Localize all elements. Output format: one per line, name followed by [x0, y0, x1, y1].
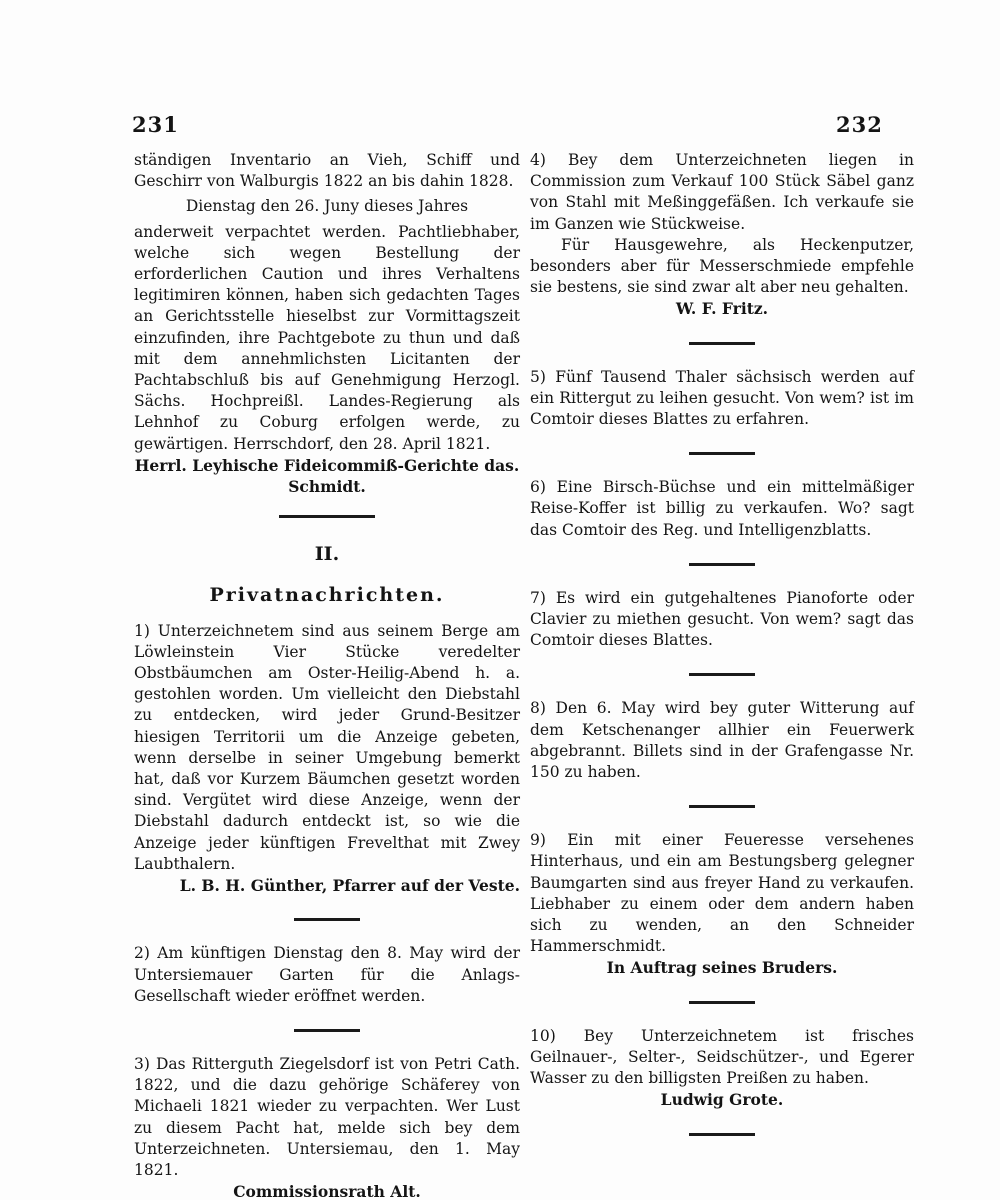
signature: W. F. Fritz.	[675, 299, 769, 319]
signature: Ludwig Grote.	[660, 1090, 784, 1110]
notice-item: 3) Das Ritterguth Ziegelsdorf ist von Petri Cath. 1822, und die dazu gehörige Schäferey von Michaeli 1821 wieder zu verpachten. Wer Lust zu diesem Pacht hat, melde sich bey dem Unterzeichneten. Untersiemau, den 1. May 1821.	[134, 1054, 520, 1179]
signature: L. B. H. Günther, Pfarrer auf der Veste.	[179, 876, 520, 896]
notice-item: 9) Ein mit einer Feueresse versehenes Hinterhaus, und ein am Bestungsberg gelegner Baumgarten sind aus freyer Hand zu verkaufen. Liebhaber zu einem oder dem andern haben sich zu wenden, an den Schneider Hammerschmidt.	[530, 831, 914, 956]
divider-rule	[689, 673, 755, 676]
signature: Herrl. Leyhische Fideicommiß-Gerichte das. Schmidt.	[134, 455, 520, 497]
notice-item: 8) Den 6. May wird bey guter Witterung auf dem Ketschenanger allhier ein Feuerwerk abgebrannt. Billets sind in der Grafengasse Nr. 150 zu haben.	[530, 699, 914, 782]
divider-rule	[689, 805, 755, 808]
divider-rule	[689, 452, 755, 455]
text-paragraph: anderweit verpachtet werden. Pachtliebhaber, welche sich wegen Bestellung der erforderlichen Caution und ihres Verhaltens legitimiren können, haben sich gedachten Tages an Gerichtsstelle hieselbst zur Vormittagszeit einzufinden, ihre Pachtgebote zu thun und daß mit dem annehmlichsten Licitanten der Pachtabschluß bis auf Genehmigung Herzogl. Sächs. Hochpreißl. Landes-Regierung als Lehnhof zu Coburg erfolgen werde, zu gewärtigen. Herrschdorf, den 28. April 1821.	[134, 222, 520, 453]
notice-item: 7) Es wird ein gutgehaltenes Pianoforte oder Clavier zu miethen gesucht. Von wem? sagt das Comtoir dieses Blattes.	[530, 588, 914, 650]
divider-rule	[294, 918, 360, 921]
text-paragraph: ständigen Inventario an Vieh, Schiff und Geschirr von Walburgis 1822 an bis dahin 1828.	[134, 151, 520, 191]
divider-rule	[279, 515, 375, 518]
notice-item: 1) Unterzeichnetem sind aus seinem Berge am Löwleinstein Vier Stücke veredelter Obstbäumchen am Oster-Heilig-Abend h. a. gestohlen worden. Um vielleicht den Diebstahl zu entdecken, wird jeder Grund-Besitzer hiesigen Territorii um die Anzeige gebeten, wenn derselbe in seiner Umgebung bemerkt hat, daß vor Kurzem Bäumchen gesetzt worden sind. Vergütet wird diese Anzeige, wenn der Diebstahl dadurch entdeckt ist, so wie die Anzeige jeder künftigen Frevelthat mit Zwey Laubthalern.	[134, 621, 520, 873]
divider-rule	[689, 563, 755, 566]
signature: In Auftrag seines Bruders.	[606, 958, 838, 978]
signature: Commissionsrath Alt.	[233, 1182, 421, 1202]
notice-item-continuation: Für Hausgewehre, als Heckenputzer, besonders aber für Messerschmiede empfehle sie bestens, sie sind zwar alt aber neu gehalten.	[530, 235, 914, 297]
section-number: II.	[314, 543, 340, 566]
auction-date: Dienstag den 26. Juny dieses Jahres	[185, 197, 469, 216]
right-page-number: 232	[836, 112, 883, 137]
left-column	[134, 150, 520, 1202]
divider-rule	[689, 342, 755, 345]
right-column	[530, 150, 914, 1158]
notice-item: 10) Bey Unterzeichnetem ist frisches Geilnauer-, Selter-, Seidschützer-, und Egerer Wasser zu den billigsten Preißen zu haben.	[530, 1026, 914, 1088]
divider-rule	[689, 1001, 755, 1004]
notice-item: 4) Bey dem Unterzeichneten liegen in Commission zum Verkauf 100 Stück Säbel ganz von Stahl mit Meßinggefäßen. Ich verkaufe sie im Ganzen wie Stückweise.	[530, 151, 914, 233]
left-page-number: 231	[132, 112, 179, 137]
notice-item: 2) Am künftigen Dienstag den 8. May wird der Untersiemauer Garten für die Anlags-Gesellschaft wieder eröffnet werden.	[134, 944, 520, 1005]
divider-rule	[294, 1029, 360, 1032]
divider-rule	[689, 1133, 755, 1136]
notice-item: 5) Fünf Tausend Thaler sächsisch werden auf ein Rittergut zu leihen gesucht. Von wem? ist im Comtoir dieses Blattes zu erfahren.	[530, 367, 914, 429]
notice-item: 6) Eine Birsch-Büchse und ein mittelmäßiger Reise-Koffer ist billig zu verkaufen. Wo? sagt das Comtoir des Reg. und Intelligenzblatts.	[530, 478, 914, 539]
section-title: Privatnachrichten.	[209, 584, 445, 607]
